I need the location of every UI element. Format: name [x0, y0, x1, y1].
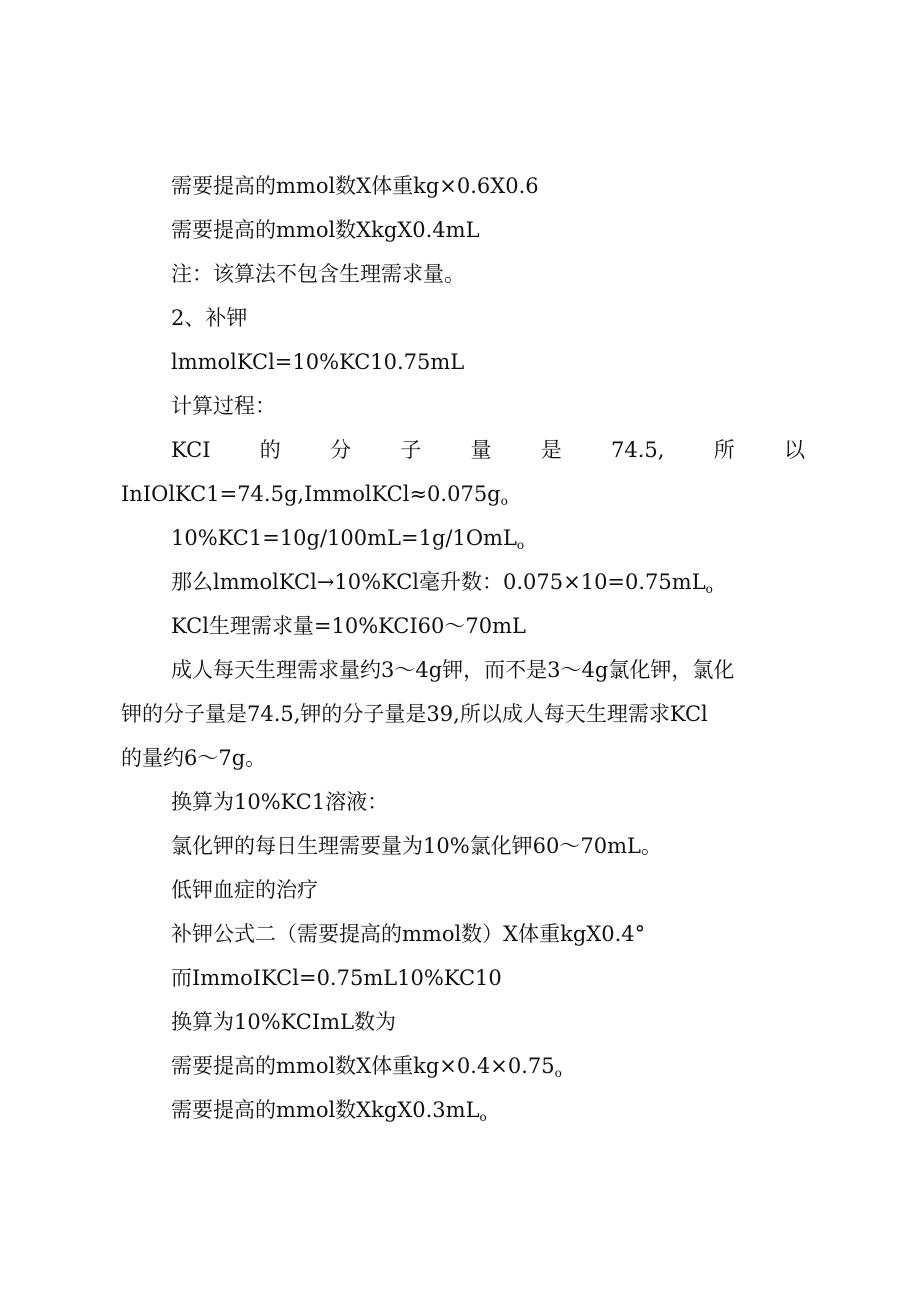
justified-word: 以 — [783, 438, 805, 462]
paragraph-line: 成人每天生理需求量约3～4g钾，而不是3～4g氯化钾，氯化 — [171, 658, 735, 682]
formula-line: 需要提高的mmol数X体重kg×0.4×0.75o — [171, 1054, 562, 1080]
paragraph-line: 钾的分子量是74.5,钾的分子量是39,所以成人每天生理需求KCl — [121, 702, 708, 726]
justified-word: 量 — [470, 438, 492, 462]
paragraph-line: 那么lmmolKCl→10%KCl毫升数：0.075×10=0.75mLo — [171, 570, 713, 596]
justified-word: 74.5, — [611, 438, 665, 462]
paragraph-line: 需要提高的mmol数X体重kg×0.6X0.6 — [171, 174, 539, 198]
paragraph-line: 而ImmoIKCl=0.75mL10%KC10 — [171, 966, 502, 990]
justified-word: 是 — [540, 438, 562, 462]
section-heading: 2、补钾 — [171, 306, 248, 330]
paragraph-line: 换算为10%KCImL数为 — [171, 1010, 397, 1034]
justified-word: 所 — [713, 438, 735, 462]
paragraph-line: InIOlKC1=74.5g,ImmolKCl≈0.075go — [121, 482, 508, 508]
paragraph-line: 需要提高的mmol数XkgX0.4mL — [171, 218, 480, 242]
justified-word: 分 — [330, 438, 351, 462]
justified-word: 子 — [400, 438, 422, 462]
paragraph-line: 10%KC1=10g/100mL=1g/1OmLo — [171, 526, 525, 552]
paragraph-line: lmmolKCl=10%KC10.75mL — [171, 350, 465, 374]
formula-line: 补钾公式二（需要提高的mmol数）X体重kgX0.4° — [171, 922, 646, 946]
paragraph-line: 计算过程： — [171, 394, 276, 418]
paragraph-line: 的量约6～7g。 — [121, 746, 267, 770]
paragraph-line: 氯化钾的每日生理需要量为10%氯化钾60～70mL。 — [171, 834, 662, 858]
paragraph-line: 换算为10%KC1溶液： — [171, 790, 389, 814]
justified-line — [121, 428, 805, 472]
paragraph-line: KCl生理需求量=10%KCI60～70mL — [171, 614, 526, 638]
justified-word: 的 — [259, 438, 281, 462]
formula-line: 需要提高的mmol数XkgX0.3mLo — [171, 1098, 487, 1124]
subheading-line: 低钾血症的治疗 — [171, 878, 318, 902]
note-line: 注：该算法不包含生理需求量。 — [171, 262, 465, 286]
justified-word: KCI — [171, 438, 211, 462]
document-body — [121, 164, 805, 1132]
